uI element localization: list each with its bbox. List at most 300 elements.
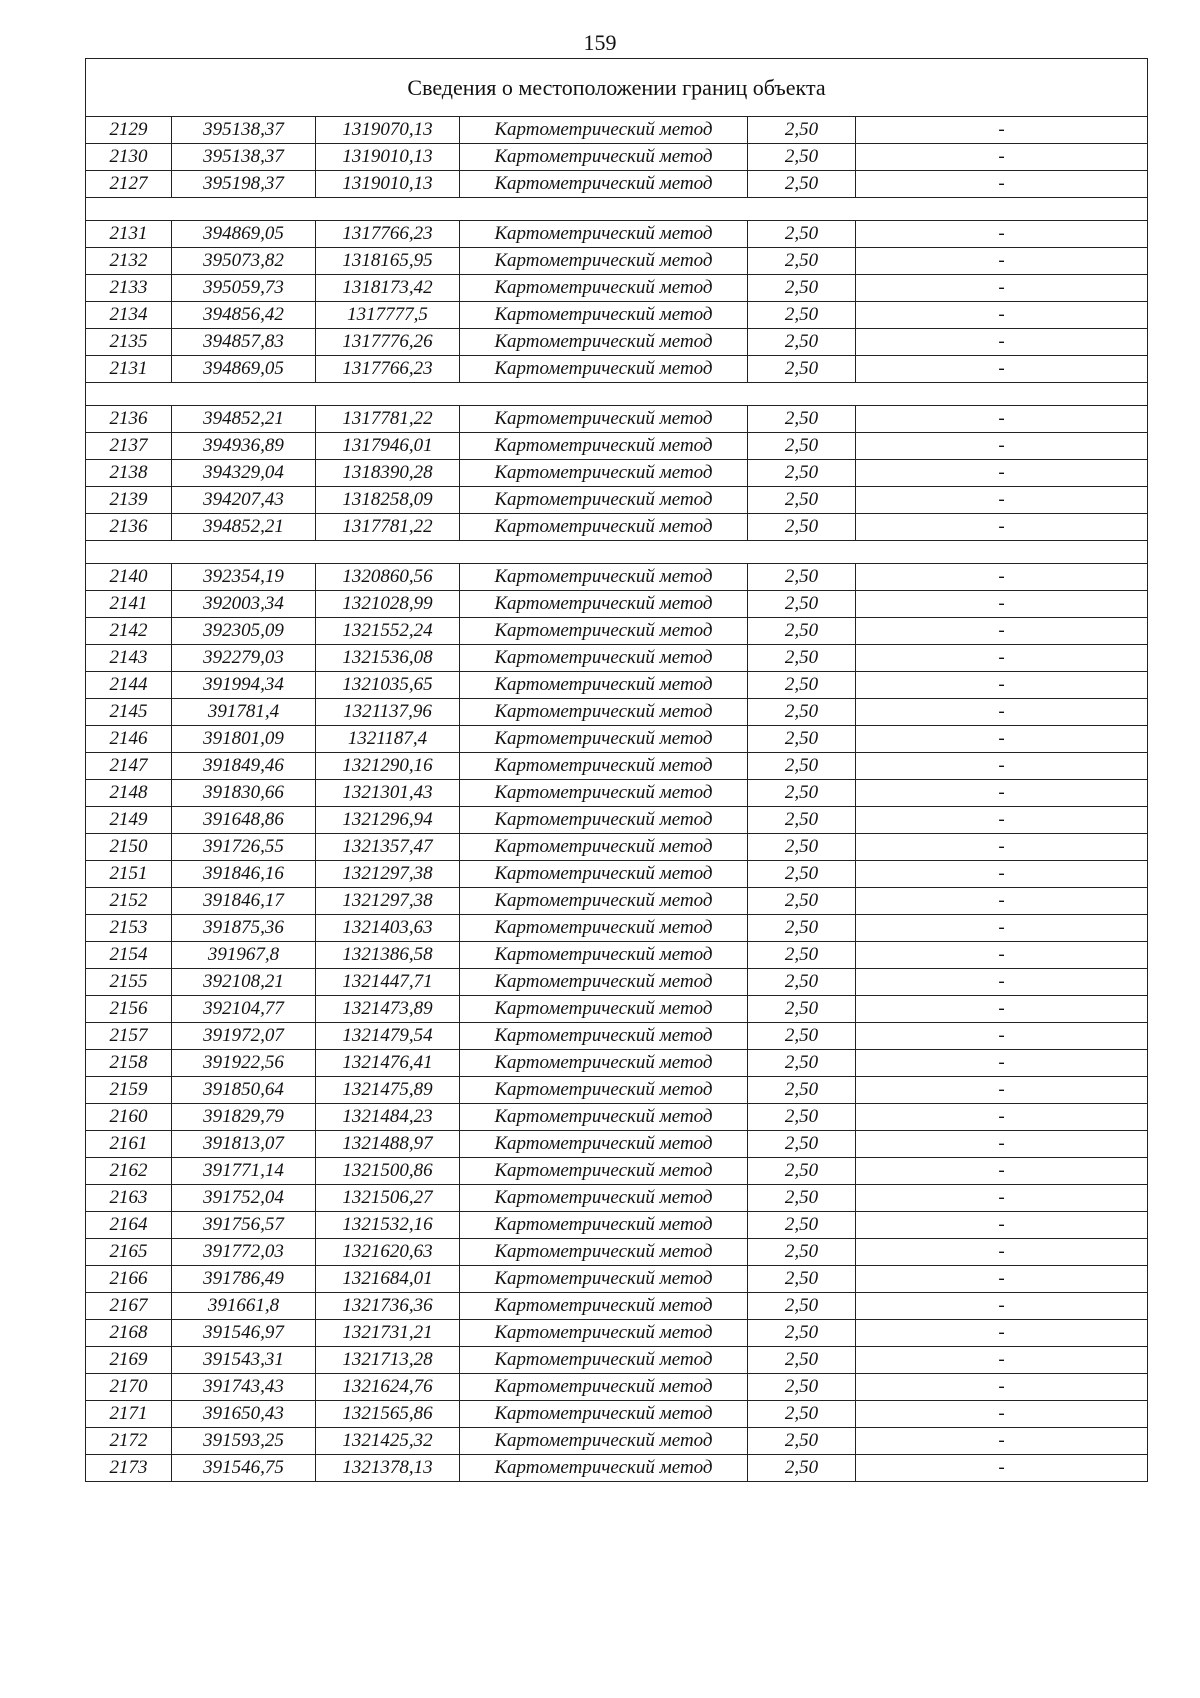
- y-coordinate-cell: 1321035,65: [316, 672, 460, 699]
- method-cell: Картометрический метод: [460, 460, 748, 487]
- method-cell: Картометрический метод: [460, 1023, 748, 1050]
- y-coordinate-cell: 1321552,24: [316, 618, 460, 645]
- note-cell: -: [856, 1158, 1148, 1185]
- point-number-cell: 2143: [86, 645, 172, 672]
- x-coordinate-cell: 395073,82: [172, 248, 316, 275]
- point-number-cell: 2160: [86, 1104, 172, 1131]
- note-cell: -: [856, 117, 1148, 144]
- x-coordinate-cell: 394936,89: [172, 433, 316, 460]
- note-cell: -: [856, 144, 1148, 171]
- x-coordinate-cell: 391830,66: [172, 780, 316, 807]
- method-cell: Картометрический метод: [460, 564, 748, 591]
- y-coordinate-cell: 1321488,97: [316, 1131, 460, 1158]
- table-row: [86, 699, 1148, 726]
- y-coordinate-cell: 1319010,13: [316, 144, 460, 171]
- y-coordinate-cell: 1319010,13: [316, 171, 460, 198]
- y-coordinate-cell: 1321301,43: [316, 780, 460, 807]
- method-cell: Картометрический метод: [460, 117, 748, 144]
- accuracy-cell: 2,50: [748, 726, 856, 753]
- x-coordinate-cell: 391829,79: [172, 1104, 316, 1131]
- y-coordinate-cell: 1321484,23: [316, 1104, 460, 1131]
- x-coordinate-cell: 391786,49: [172, 1266, 316, 1293]
- method-cell: Картометрический метод: [460, 807, 748, 834]
- note-cell: -: [856, 248, 1148, 275]
- accuracy-cell: 2,50: [748, 672, 856, 699]
- note-cell: -: [856, 645, 1148, 672]
- x-coordinate-cell: 394852,21: [172, 406, 316, 433]
- accuracy-cell: 2,50: [748, 1455, 856, 1482]
- method-cell: Картометрический метод: [460, 834, 748, 861]
- table-row: [86, 1266, 1148, 1293]
- method-cell: Картометрический метод: [460, 780, 748, 807]
- y-coordinate-cell: 1321684,01: [316, 1266, 460, 1293]
- table-row: [86, 807, 1148, 834]
- point-number-cell: 2137: [86, 433, 172, 460]
- point-number-cell: 2163: [86, 1185, 172, 1212]
- point-number-cell: 2165: [86, 1239, 172, 1266]
- x-coordinate-cell: 391752,04: [172, 1185, 316, 1212]
- note-cell: -: [856, 221, 1148, 248]
- method-cell: Картометрический метод: [460, 942, 748, 969]
- accuracy-cell: 2,50: [748, 807, 856, 834]
- x-coordinate-cell: 391726,55: [172, 834, 316, 861]
- accuracy-cell: 2,50: [748, 1104, 856, 1131]
- point-number-cell: 2135: [86, 329, 172, 356]
- y-coordinate-cell: 1317766,23: [316, 221, 460, 248]
- y-coordinate-cell: 1318258,09: [316, 487, 460, 514]
- table-row: [86, 618, 1148, 645]
- method-cell: Картометрический метод: [460, 1239, 748, 1266]
- accuracy-cell: 2,50: [748, 1320, 856, 1347]
- method-cell: Картометрический метод: [460, 433, 748, 460]
- point-number-cell: 2146: [86, 726, 172, 753]
- method-cell: Картометрический метод: [460, 1077, 748, 1104]
- method-cell: Картометрический метод: [460, 645, 748, 672]
- x-coordinate-cell: 391972,07: [172, 1023, 316, 1050]
- point-number-cell: 2157: [86, 1023, 172, 1050]
- table-row: [86, 1212, 1148, 1239]
- table-row: [86, 1347, 1148, 1374]
- accuracy-cell: 2,50: [748, 888, 856, 915]
- point-number-cell: 2147: [86, 753, 172, 780]
- method-cell: Картометрический метод: [460, 618, 748, 645]
- accuracy-cell: 2,50: [748, 1185, 856, 1212]
- method-cell: Картометрический метод: [460, 1185, 748, 1212]
- y-coordinate-cell: 1321506,27: [316, 1185, 460, 1212]
- separator-row: [86, 383, 1148, 406]
- table-row: [86, 221, 1148, 248]
- x-coordinate-cell: 391546,75: [172, 1455, 316, 1482]
- point-number-cell: 2171: [86, 1401, 172, 1428]
- point-number-cell: 2161: [86, 1131, 172, 1158]
- x-coordinate-cell: 392279,03: [172, 645, 316, 672]
- note-cell: -: [856, 1455, 1148, 1482]
- accuracy-cell: 2,50: [748, 942, 856, 969]
- x-coordinate-cell: 391994,34: [172, 672, 316, 699]
- note-cell: -: [856, 1077, 1148, 1104]
- point-number-cell: 2148: [86, 780, 172, 807]
- method-cell: Картометрический метод: [460, 1131, 748, 1158]
- accuracy-cell: 2,50: [748, 753, 856, 780]
- y-coordinate-cell: 1317946,01: [316, 433, 460, 460]
- y-coordinate-cell: 1321731,21: [316, 1320, 460, 1347]
- y-coordinate-cell: 1321620,63: [316, 1239, 460, 1266]
- method-cell: Картометрический метод: [460, 1104, 748, 1131]
- separator-row: [86, 541, 1148, 564]
- y-coordinate-cell: 1321713,28: [316, 1347, 460, 1374]
- point-number-cell: 2170: [86, 1374, 172, 1401]
- note-cell: -: [856, 915, 1148, 942]
- boundary-coordinates-table: [85, 58, 1148, 1482]
- note-cell: -: [856, 780, 1148, 807]
- x-coordinate-cell: 395138,37: [172, 117, 316, 144]
- table-row: [86, 1077, 1148, 1104]
- accuracy-cell: 2,50: [748, 699, 856, 726]
- x-coordinate-cell: 394869,05: [172, 356, 316, 383]
- table-row: [86, 1185, 1148, 1212]
- y-coordinate-cell: 1321479,54: [316, 1023, 460, 1050]
- y-coordinate-cell: 1318173,42: [316, 275, 460, 302]
- method-cell: Картометрический метод: [460, 248, 748, 275]
- accuracy-cell: 2,50: [748, 1023, 856, 1050]
- note-cell: -: [856, 1131, 1148, 1158]
- y-coordinate-cell: 1317777,5: [316, 302, 460, 329]
- method-cell: Картометрический метод: [460, 915, 748, 942]
- note-cell: -: [856, 1347, 1148, 1374]
- table-row: [86, 861, 1148, 888]
- note-cell: -: [856, 433, 1148, 460]
- note-cell: -: [856, 1185, 1148, 1212]
- accuracy-cell: 2,50: [748, 1374, 856, 1401]
- x-coordinate-cell: 391801,09: [172, 726, 316, 753]
- table-row: [86, 433, 1148, 460]
- accuracy-cell: 2,50: [748, 1401, 856, 1428]
- method-cell: Картометрический метод: [460, 514, 748, 541]
- x-coordinate-cell: 391875,36: [172, 915, 316, 942]
- x-coordinate-cell: 391756,57: [172, 1212, 316, 1239]
- point-number-cell: 2166: [86, 1266, 172, 1293]
- accuracy-cell: 2,50: [748, 591, 856, 618]
- point-number-cell: 2172: [86, 1428, 172, 1455]
- table-row: [86, 275, 1148, 302]
- table-row: [86, 329, 1148, 356]
- point-number-cell: 2131: [86, 356, 172, 383]
- y-coordinate-cell: 1321565,86: [316, 1401, 460, 1428]
- y-coordinate-cell: 1321473,89: [316, 996, 460, 1023]
- y-coordinate-cell: 1321290,16: [316, 753, 460, 780]
- x-coordinate-cell: 391546,97: [172, 1320, 316, 1347]
- point-number-cell: 2159: [86, 1077, 172, 1104]
- note-cell: -: [856, 406, 1148, 433]
- point-number-cell: 2167: [86, 1293, 172, 1320]
- table-title-row: [86, 59, 1148, 117]
- accuracy-cell: 2,50: [748, 1293, 856, 1320]
- point-number-cell: 2155: [86, 969, 172, 996]
- point-number-cell: 2134: [86, 302, 172, 329]
- point-number-cell: 2149: [86, 807, 172, 834]
- point-number-cell: 2136: [86, 514, 172, 541]
- accuracy-cell: 2,50: [748, 302, 856, 329]
- note-cell: -: [856, 1239, 1148, 1266]
- accuracy-cell: 2,50: [748, 1050, 856, 1077]
- note-cell: -: [856, 514, 1148, 541]
- point-number-cell: 2154: [86, 942, 172, 969]
- method-cell: Картометрический метод: [460, 329, 748, 356]
- note-cell: -: [856, 1293, 1148, 1320]
- point-number-cell: 2168: [86, 1320, 172, 1347]
- accuracy-cell: 2,50: [748, 834, 856, 861]
- x-coordinate-cell: 392305,09: [172, 618, 316, 645]
- table-row: [86, 1374, 1148, 1401]
- y-coordinate-cell: 1321532,16: [316, 1212, 460, 1239]
- y-coordinate-cell: 1321137,96: [316, 699, 460, 726]
- point-number-cell: 2140: [86, 564, 172, 591]
- point-number-cell: 2129: [86, 117, 172, 144]
- x-coordinate-cell: 391543,31: [172, 1347, 316, 1374]
- accuracy-cell: 2,50: [748, 1131, 856, 1158]
- note-cell: -: [856, 942, 1148, 969]
- accuracy-cell: 2,50: [748, 1347, 856, 1374]
- method-cell: Картометрический метод: [460, 221, 748, 248]
- y-coordinate-cell: 1317766,23: [316, 356, 460, 383]
- note-cell: -: [856, 487, 1148, 514]
- x-coordinate-cell: 392104,77: [172, 996, 316, 1023]
- note-cell: -: [856, 1320, 1148, 1347]
- x-coordinate-cell: 391593,25: [172, 1428, 316, 1455]
- table-row: [86, 672, 1148, 699]
- point-number-cell: 2141: [86, 591, 172, 618]
- note-cell: -: [856, 356, 1148, 383]
- table-row: [86, 144, 1148, 171]
- method-cell: Картометрический метод: [460, 1158, 748, 1185]
- y-coordinate-cell: 1321297,38: [316, 861, 460, 888]
- note-cell: -: [856, 1104, 1148, 1131]
- accuracy-cell: 2,50: [748, 433, 856, 460]
- note-cell: -: [856, 672, 1148, 699]
- table-title: Сведения о местоположении границ объекта: [86, 59, 1148, 117]
- y-coordinate-cell: 1321476,41: [316, 1050, 460, 1077]
- y-coordinate-cell: 1319070,13: [316, 117, 460, 144]
- method-cell: Картометрический метод: [460, 726, 748, 753]
- table-row: [86, 1428, 1148, 1455]
- x-coordinate-cell: 391771,14: [172, 1158, 316, 1185]
- x-coordinate-cell: 391661,8: [172, 1293, 316, 1320]
- y-coordinate-cell: 1321028,99: [316, 591, 460, 618]
- x-coordinate-cell: 395059,73: [172, 275, 316, 302]
- accuracy-cell: 2,50: [748, 329, 856, 356]
- table-row: [86, 1131, 1148, 1158]
- method-cell: Картометрический метод: [460, 1347, 748, 1374]
- x-coordinate-cell: 395138,37: [172, 144, 316, 171]
- point-number-cell: 2169: [86, 1347, 172, 1374]
- accuracy-cell: 2,50: [748, 969, 856, 996]
- accuracy-cell: 2,50: [748, 514, 856, 541]
- accuracy-cell: 2,50: [748, 460, 856, 487]
- note-cell: -: [856, 834, 1148, 861]
- table-row: [86, 1293, 1148, 1320]
- accuracy-cell: 2,50: [748, 645, 856, 672]
- x-coordinate-cell: 391922,56: [172, 1050, 316, 1077]
- accuracy-cell: 2,50: [748, 1077, 856, 1104]
- accuracy-cell: 2,50: [748, 1428, 856, 1455]
- method-cell: Картометрический метод: [460, 1401, 748, 1428]
- y-coordinate-cell: 1321500,86: [316, 1158, 460, 1185]
- x-coordinate-cell: 394207,43: [172, 487, 316, 514]
- accuracy-cell: 2,50: [748, 915, 856, 942]
- y-coordinate-cell: 1317776,26: [316, 329, 460, 356]
- method-cell: Картометрический метод: [460, 1320, 748, 1347]
- point-number-cell: 2150: [86, 834, 172, 861]
- y-coordinate-cell: 1321536,08: [316, 645, 460, 672]
- table-row: [86, 302, 1148, 329]
- table-row: [86, 487, 1148, 514]
- point-number-cell: 2173: [86, 1455, 172, 1482]
- point-number-cell: 2162: [86, 1158, 172, 1185]
- accuracy-cell: 2,50: [748, 996, 856, 1023]
- table-row: [86, 780, 1148, 807]
- table-row: [86, 564, 1148, 591]
- point-number-cell: 2158: [86, 1050, 172, 1077]
- note-cell: -: [856, 726, 1148, 753]
- table-row: [86, 460, 1148, 487]
- x-coordinate-cell: 391650,43: [172, 1401, 316, 1428]
- accuracy-cell: 2,50: [748, 221, 856, 248]
- x-coordinate-cell: 392108,21: [172, 969, 316, 996]
- table-row: [86, 1023, 1148, 1050]
- method-cell: Картометрический метод: [460, 672, 748, 699]
- y-coordinate-cell: 1321475,89: [316, 1077, 460, 1104]
- note-cell: -: [856, 1212, 1148, 1239]
- note-cell: -: [856, 699, 1148, 726]
- note-cell: -: [856, 969, 1148, 996]
- table-row: [86, 514, 1148, 541]
- x-coordinate-cell: 395198,37: [172, 171, 316, 198]
- method-cell: Картометрический метод: [460, 144, 748, 171]
- point-number-cell: 2138: [86, 460, 172, 487]
- x-coordinate-cell: 394852,21: [172, 514, 316, 541]
- x-coordinate-cell: 391849,46: [172, 753, 316, 780]
- table-row: [86, 1320, 1148, 1347]
- accuracy-cell: 2,50: [748, 144, 856, 171]
- method-cell: Картометрический метод: [460, 699, 748, 726]
- x-coordinate-cell: 391967,8: [172, 942, 316, 969]
- table-row: [86, 1158, 1148, 1185]
- point-number-cell: 2144: [86, 672, 172, 699]
- method-cell: Картометрический метод: [460, 969, 748, 996]
- x-coordinate-cell: 391648,86: [172, 807, 316, 834]
- note-cell: -: [856, 888, 1148, 915]
- separator-cell: [86, 541, 1148, 564]
- x-coordinate-cell: 391781,4: [172, 699, 316, 726]
- x-coordinate-cell: 392354,19: [172, 564, 316, 591]
- method-cell: Картометрический метод: [460, 753, 748, 780]
- x-coordinate-cell: 391850,64: [172, 1077, 316, 1104]
- accuracy-cell: 2,50: [748, 356, 856, 383]
- point-number-cell: 2153: [86, 915, 172, 942]
- note-cell: -: [856, 171, 1148, 198]
- note-cell: -: [856, 996, 1148, 1023]
- note-cell: -: [856, 1050, 1148, 1077]
- method-cell: Картометрический метод: [460, 861, 748, 888]
- x-coordinate-cell: 391846,17: [172, 888, 316, 915]
- y-coordinate-cell: 1321403,63: [316, 915, 460, 942]
- point-number-cell: 2130: [86, 144, 172, 171]
- table-row: [86, 753, 1148, 780]
- x-coordinate-cell: 394857,83: [172, 329, 316, 356]
- page-number: 159: [583, 30, 617, 55]
- point-number-cell: 2139: [86, 487, 172, 514]
- accuracy-cell: 2,50: [748, 564, 856, 591]
- note-cell: -: [856, 1428, 1148, 1455]
- note-cell: -: [856, 1023, 1148, 1050]
- y-coordinate-cell: 1321297,38: [316, 888, 460, 915]
- point-number-cell: 2133: [86, 275, 172, 302]
- accuracy-cell: 2,50: [748, 1239, 856, 1266]
- point-number-cell: 2127: [86, 171, 172, 198]
- separator-row: [86, 198, 1148, 221]
- table-row: [86, 1401, 1148, 1428]
- point-number-cell: 2156: [86, 996, 172, 1023]
- x-coordinate-cell: 391813,07: [172, 1131, 316, 1158]
- method-cell: Картометрический метод: [460, 1266, 748, 1293]
- x-coordinate-cell: 392003,34: [172, 591, 316, 618]
- table-row: [86, 1104, 1148, 1131]
- accuracy-cell: 2,50: [748, 275, 856, 302]
- method-cell: Картометрический метод: [460, 996, 748, 1023]
- method-cell: Картометрический метод: [460, 171, 748, 198]
- x-coordinate-cell: 391772,03: [172, 1239, 316, 1266]
- method-cell: Картометрический метод: [460, 1293, 748, 1320]
- accuracy-cell: 2,50: [748, 861, 856, 888]
- method-cell: Картометрический метод: [460, 591, 748, 618]
- table-row: [86, 888, 1148, 915]
- y-coordinate-cell: 1321357,47: [316, 834, 460, 861]
- table-row: [86, 117, 1148, 144]
- y-coordinate-cell: 1320860,56: [316, 564, 460, 591]
- separator-cell: [86, 198, 1148, 221]
- accuracy-cell: 2,50: [748, 117, 856, 144]
- y-coordinate-cell: 1318165,95: [316, 248, 460, 275]
- table-row: [86, 1050, 1148, 1077]
- table-row: [86, 996, 1148, 1023]
- y-coordinate-cell: 1321296,94: [316, 807, 460, 834]
- note-cell: -: [856, 1374, 1148, 1401]
- y-coordinate-cell: 1317781,22: [316, 514, 460, 541]
- table-row: [86, 1455, 1148, 1482]
- y-coordinate-cell: 1321736,36: [316, 1293, 460, 1320]
- note-cell: -: [856, 807, 1148, 834]
- y-coordinate-cell: 1321378,13: [316, 1455, 460, 1482]
- note-cell: -: [856, 1266, 1148, 1293]
- accuracy-cell: 2,50: [748, 780, 856, 807]
- method-cell: Картометрический метод: [460, 356, 748, 383]
- accuracy-cell: 2,50: [748, 1212, 856, 1239]
- x-coordinate-cell: 391846,16: [172, 861, 316, 888]
- point-number-cell: 2151: [86, 861, 172, 888]
- method-cell: Картометрический метод: [460, 1428, 748, 1455]
- y-coordinate-cell: 1317781,22: [316, 406, 460, 433]
- note-cell: -: [856, 861, 1148, 888]
- y-coordinate-cell: 1321386,58: [316, 942, 460, 969]
- y-coordinate-cell: 1321624,76: [316, 1374, 460, 1401]
- y-coordinate-cell: 1318390,28: [316, 460, 460, 487]
- x-coordinate-cell: 394856,42: [172, 302, 316, 329]
- note-cell: -: [856, 460, 1148, 487]
- method-cell: Картометрический метод: [460, 1212, 748, 1239]
- method-cell: Картометрический метод: [460, 406, 748, 433]
- table-row: [86, 726, 1148, 753]
- y-coordinate-cell: 1321425,32: [316, 1428, 460, 1455]
